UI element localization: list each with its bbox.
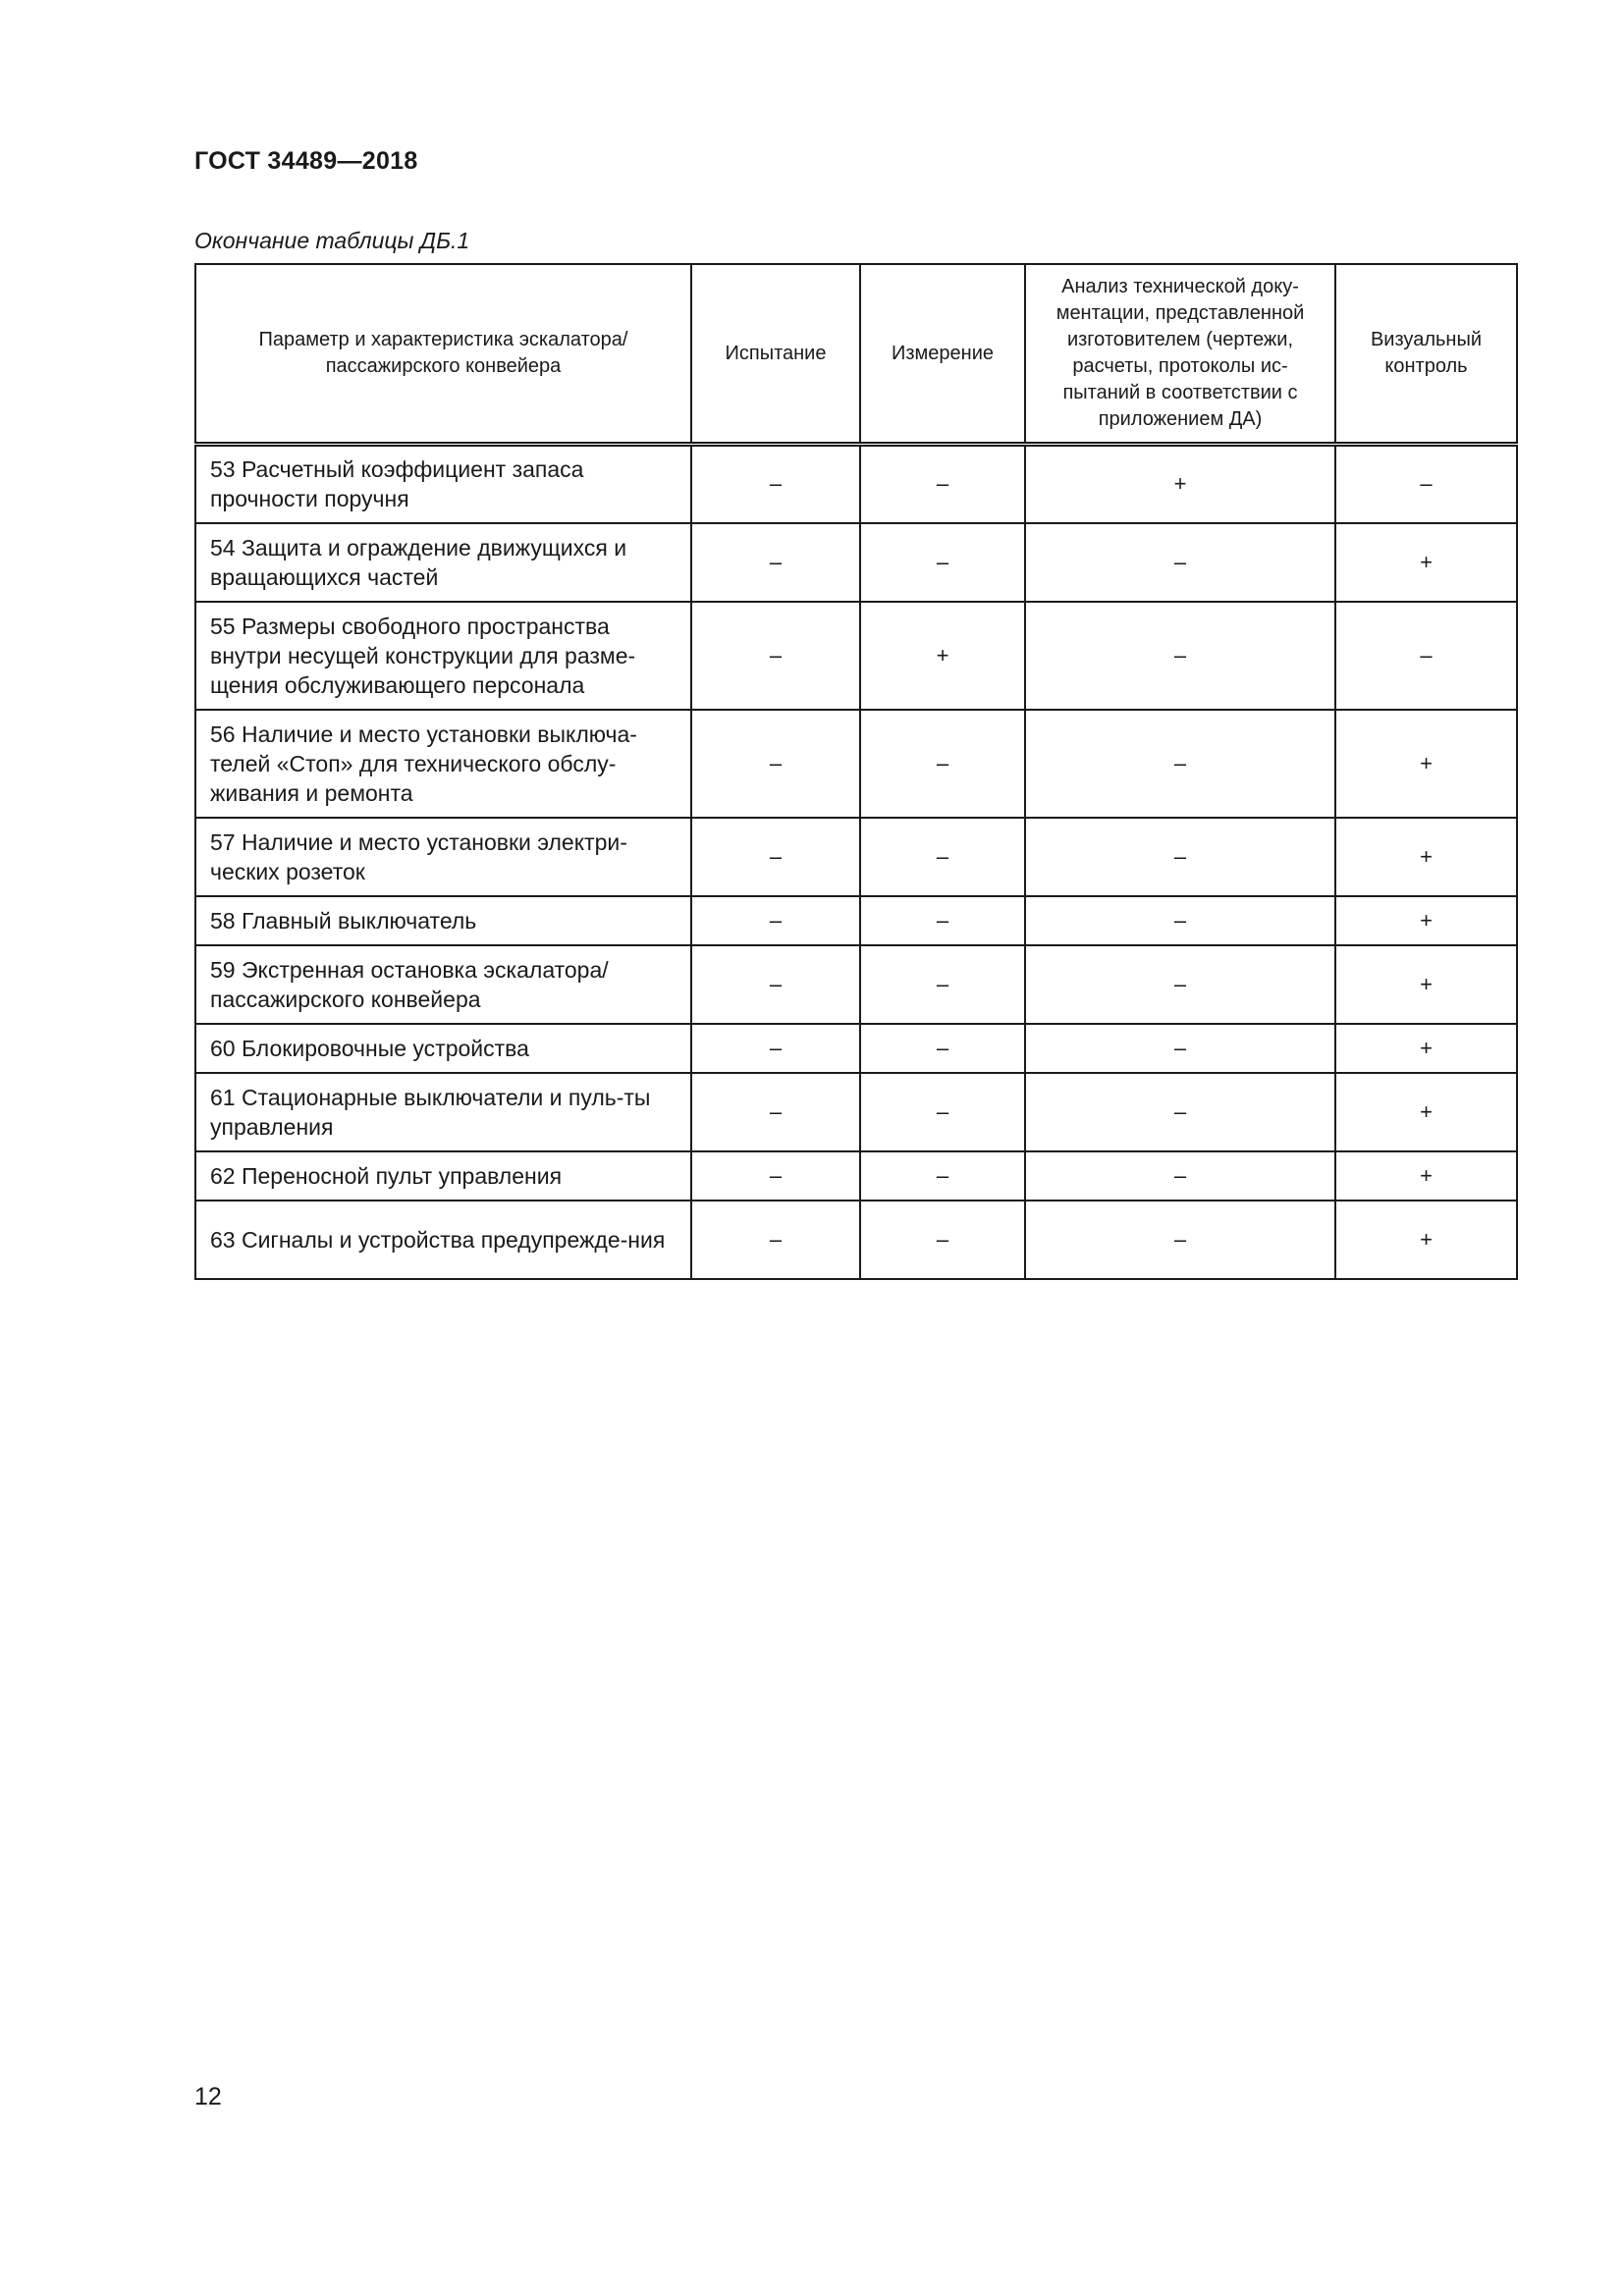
- row-analysis: –: [1025, 896, 1335, 945]
- row-parameter: 61 Стационарные выключатели и пуль-ты управления: [195, 1073, 691, 1151]
- row-visual: +: [1335, 818, 1517, 896]
- row-analysis: –: [1025, 1151, 1335, 1201]
- row-measure: +: [860, 602, 1025, 710]
- parameters-table: [194, 263, 1518, 1280]
- row-test: –: [691, 945, 860, 1024]
- table-row: [195, 523, 1517, 602]
- row-analysis: –: [1025, 523, 1335, 602]
- row-test: –: [691, 602, 860, 710]
- row-visual: +: [1335, 710, 1517, 818]
- column-header-analysis: Анализ технической доку-ментации, представленной изготовителем (чертежи, расчеты, протоколы ис-пытаний в соответствии с приложением ДА): [1025, 264, 1335, 445]
- row-parameter: 60 Блокировочные устройства: [195, 1024, 691, 1073]
- row-analysis: –: [1025, 1073, 1335, 1151]
- row-visual: +: [1335, 896, 1517, 945]
- row-measure: –: [860, 945, 1025, 1024]
- row-parameter: 54 Защита и ограждение движущихся и вращающихся частей: [195, 523, 691, 602]
- row-visual: +: [1335, 1151, 1517, 1201]
- row-test: –: [691, 1024, 860, 1073]
- column-header-parameter: [195, 264, 691, 445]
- row-visual: +: [1335, 1201, 1517, 1279]
- table-row: [195, 1073, 1517, 1151]
- row-visual: +: [1335, 523, 1517, 602]
- row-test: –: [691, 445, 860, 523]
- table-row: [195, 445, 1517, 523]
- column-header-test: Испытание: [691, 264, 860, 445]
- table-row: [195, 818, 1517, 896]
- row-test: –: [691, 896, 860, 945]
- row-test: –: [691, 710, 860, 818]
- row-visual: –: [1335, 445, 1517, 523]
- row-analysis: –: [1025, 602, 1335, 710]
- row-visual: +: [1335, 945, 1517, 1024]
- table-row: [195, 1201, 1517, 1279]
- table-header-row: [195, 264, 1517, 445]
- row-analysis: –: [1025, 710, 1335, 818]
- row-visual: –: [1335, 602, 1517, 710]
- document-header: ГОСТ 34489—2018: [194, 147, 418, 175]
- row-measure: –: [860, 818, 1025, 896]
- row-measure: –: [860, 1151, 1025, 1201]
- row-test: –: [691, 818, 860, 896]
- row-measure: –: [860, 896, 1025, 945]
- table-row: [195, 1151, 1517, 1201]
- row-test: –: [691, 1201, 860, 1279]
- row-analysis: –: [1025, 1201, 1335, 1279]
- table-row: [195, 1024, 1517, 1073]
- table-row: [195, 710, 1517, 818]
- row-analysis: +: [1025, 445, 1335, 523]
- table-row: [195, 945, 1517, 1024]
- row-parameter: 57 Наличие и место установки электри-ческих розеток: [195, 818, 691, 896]
- page-number: 12: [194, 2083, 222, 2110]
- row-test: –: [691, 1151, 860, 1201]
- row-visual: +: [1335, 1024, 1517, 1073]
- row-measure: –: [860, 445, 1025, 523]
- table-caption: Окончание таблицы ДБ.1: [194, 228, 470, 253]
- row-parameter: 62 Переносной пульт управления: [195, 1151, 691, 1201]
- row-measure: –: [860, 1024, 1025, 1073]
- row-measure: –: [860, 1073, 1025, 1151]
- column-header-visual-text: Визуальный контроль: [1370, 329, 1483, 377]
- row-parameter: 63 Сигналы и устройства предупрежде-ния: [195, 1201, 691, 1279]
- column-header-measure: Измерение: [860, 264, 1025, 445]
- row-measure: –: [860, 710, 1025, 818]
- column-header-visual: [1335, 264, 1517, 445]
- row-test: –: [691, 523, 860, 602]
- row-analysis: –: [1025, 945, 1335, 1024]
- row-analysis: –: [1025, 818, 1335, 896]
- row-visual: +: [1335, 1073, 1517, 1151]
- row-analysis: –: [1025, 1024, 1335, 1073]
- row-parameter: 55 Размеры свободного пространства внутри несущей конструкции для разме-щения обслуживающего персонала: [195, 602, 691, 710]
- row-parameter: 56 Наличие и место установки выключа-телей «Стоп» для технического обслу-живания и ремонта: [195, 710, 691, 818]
- column-header-parameter-text: Параметр и характеристика эскалатора/пассажирского конвейера: [258, 329, 628, 377]
- row-parameter: 58 Главный выключатель: [195, 896, 691, 945]
- table-row: [195, 896, 1517, 945]
- row-parameter: 53 Расчетный коэффициент запаса прочности поручня: [195, 445, 691, 523]
- row-test: –: [691, 1073, 860, 1151]
- table-row: [195, 602, 1517, 710]
- row-measure: –: [860, 523, 1025, 602]
- row-parameter: 59 Экстренная остановка эскалатора/ пассажирского конвейера: [195, 945, 691, 1024]
- row-measure: –: [860, 1201, 1025, 1279]
